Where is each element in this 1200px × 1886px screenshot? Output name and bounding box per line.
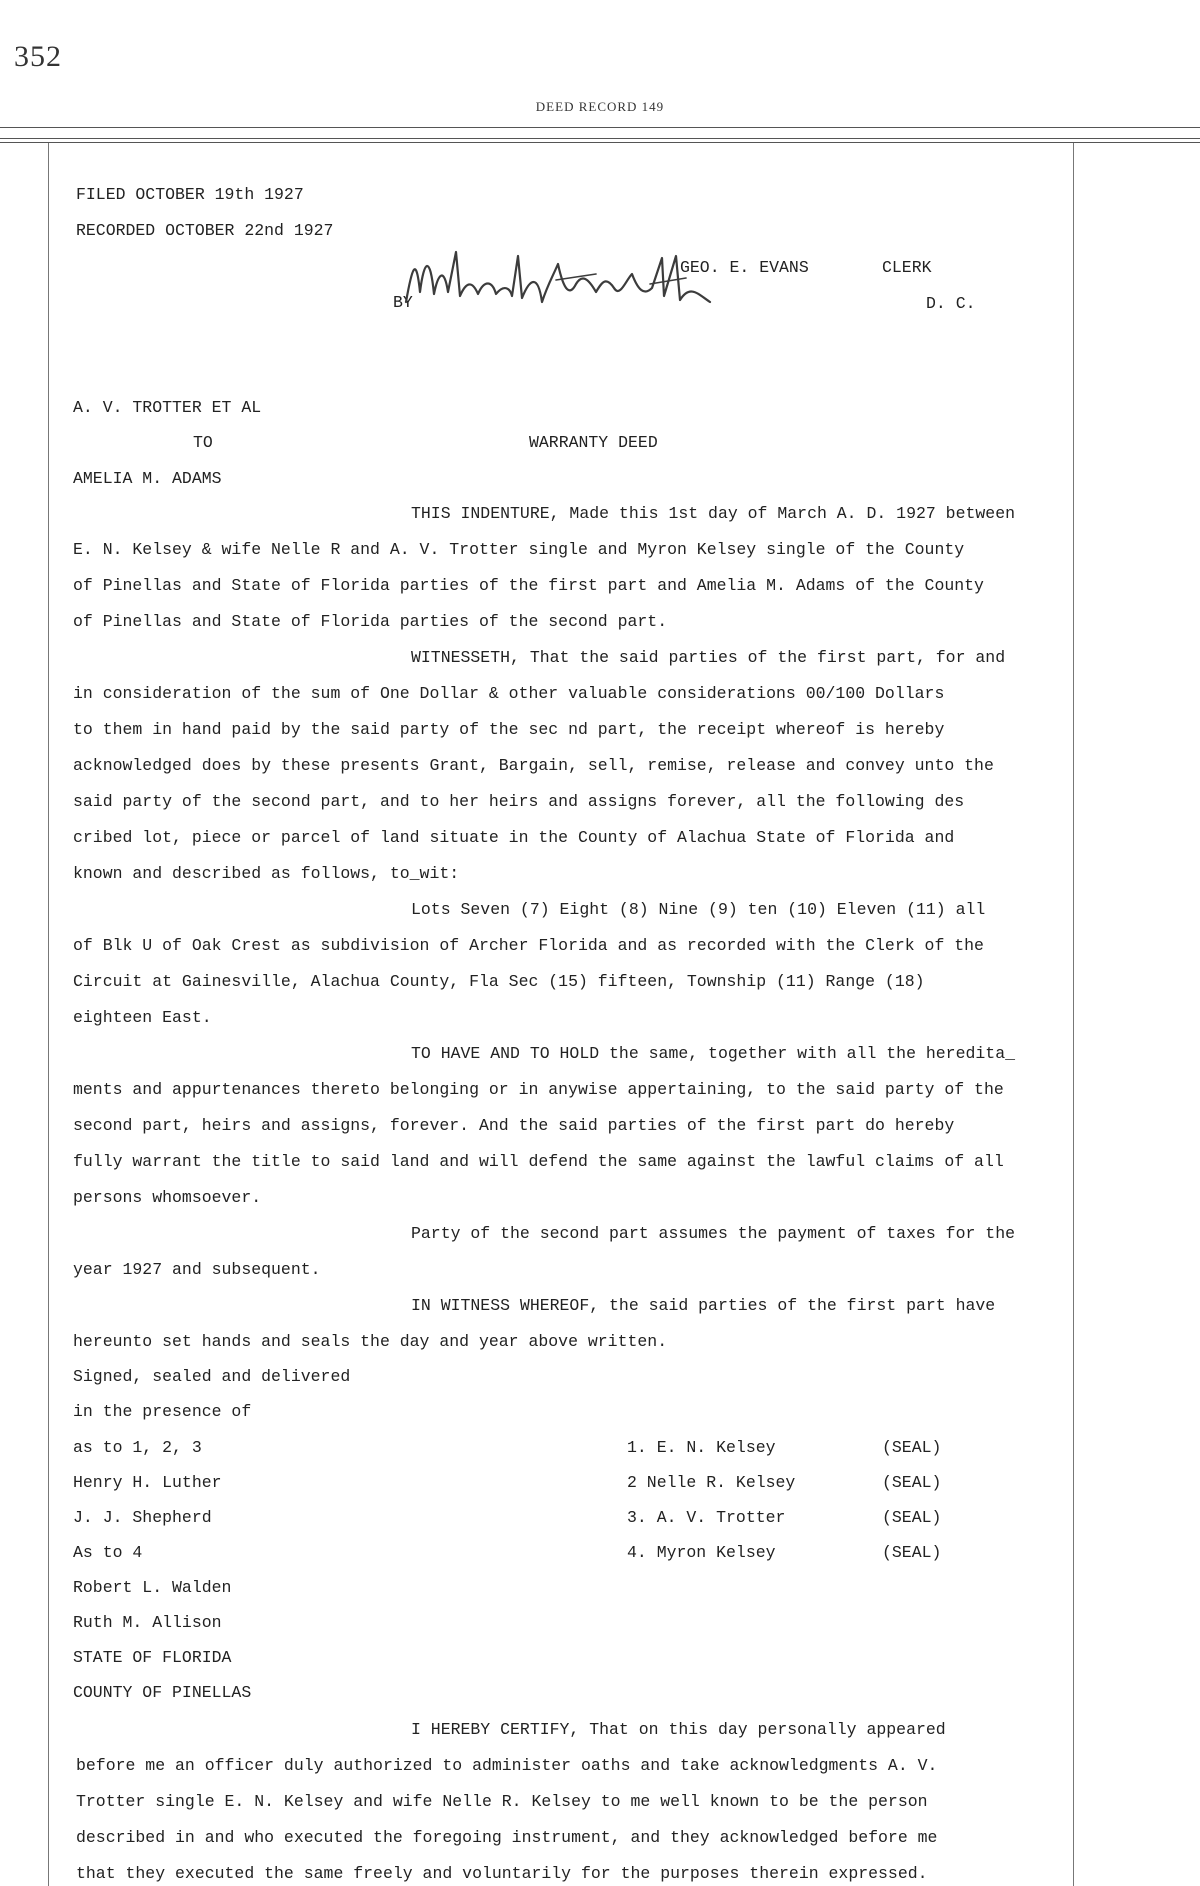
body-line: fully warrant the title to said land and will defend the same against the lawful claims of all (73, 1152, 1004, 1171)
signatory-name: 3. A. V. Trotter (627, 1508, 786, 1527)
witness-name: Robert L. Walden (73, 1578, 232, 1597)
body-line: WITNESSETH, That the said parties of the first part, for and (411, 648, 1006, 667)
seal-mark: (SEAL) (882, 1473, 942, 1492)
deed-type: WARRANTY DEED (529, 433, 658, 452)
body-line: Party of the second part assumes the payment of taxes for the (411, 1224, 1015, 1243)
body-line: known and described as follows, to_wit: (73, 864, 460, 883)
body-line: to them in hand paid by the said party of the sec nd part, the receipt whereof is hereby (73, 720, 945, 739)
grantee-name: AMELIA M. ADAMS (73, 469, 222, 488)
body-line: cribed lot, piece or parcel of land situate in the County of Alachua State of Florida and (73, 828, 955, 847)
venue-state: STATE OF FLORIDA (73, 1648, 232, 1667)
filed-date: FILED OCTOBER 19th 1927 (76, 185, 304, 204)
clerk-title: CLERK (882, 258, 932, 277)
by-label: BY (393, 293, 413, 312)
body-line: E. N. Kelsey & wife Nelle R and A. V. Trotter single and Myron Kelsey single of the County (73, 540, 965, 559)
page-number: 352 (14, 40, 62, 73)
to-label: TO (193, 433, 213, 452)
right-margin-line (1073, 143, 1074, 1886)
witness-group-label: as to 1, 2, 3 (73, 1438, 202, 1457)
header-rule-double-2 (0, 142, 1200, 143)
body-line: acknowledged does by these presents Grant, Bargain, sell, remise, release and convey unto the (73, 756, 994, 775)
seal-mark: (SEAL) (882, 1543, 942, 1562)
signatory-name: 1. E. N. Kelsey (627, 1438, 776, 1457)
witness-heading: in the presence of (73, 1402, 252, 1421)
body-line: IN WITNESS WHEREOF, the said parties of the first part have (411, 1296, 996, 1315)
certification-line: before me an officer duly authorized to administer oaths and take acknowledgments A. V. (76, 1756, 938, 1775)
seal-mark: (SEAL) (882, 1508, 942, 1527)
grantor-name: A. V. TROTTER ET AL (73, 398, 262, 417)
deputy-clerk-label: D. C. (926, 294, 976, 313)
witness-name: J. J. Shepherd (73, 1508, 212, 1527)
header-rule-top (0, 127, 1200, 128)
certification-line: Trotter single E. N. Kelsey and wife Nelle R. Kelsey to me well known to be the person (76, 1792, 928, 1811)
certification-line: that they executed the same freely and voluntarily for the purposes therein expressed. (76, 1864, 928, 1883)
deputy-clerk-signature (400, 244, 760, 320)
body-line: of Blk U of Oak Crest as subdivision of Archer Florida and as recorded with the Clerk of the (73, 936, 984, 955)
header-rule-double-1 (0, 138, 1200, 139)
witness-group-label: As to 4 (73, 1543, 143, 1562)
seal-mark: (SEAL) (882, 1438, 942, 1457)
certification-line: described in and who executed the foregoing instrument, and they acknowledged before me (76, 1828, 938, 1847)
signatory-name: 2 Nelle R. Kelsey (627, 1473, 796, 1492)
body-line: persons whomsoever. (73, 1188, 262, 1207)
left-margin-line (48, 143, 49, 1886)
body-line: second part, heirs and assigns, forever. And the said parties of the first part do hereby (73, 1116, 955, 1135)
body-line: said party of the second part, and to her heirs and assigns forever, all the following des (73, 792, 965, 811)
witness-name: Henry H. Luther (73, 1473, 222, 1492)
body-line: eighteen East. (73, 1008, 212, 1027)
body-line: hereunto set hands and seals the day and year above written. (73, 1332, 668, 1351)
body-line: THIS INDENTURE, Made this 1st day of March A. D. 1927 between (411, 504, 1015, 523)
body-line: Lots Seven (7) Eight (8) Nine (9) ten (10) Eleven (11) all (411, 900, 986, 919)
witness-heading: Signed, sealed and delivered (73, 1367, 351, 1386)
recorded-date: RECORDED OCTOBER 22nd 1927 (76, 221, 334, 240)
clerk-name: GEO. E. EVANS (680, 258, 809, 277)
signatory-name: 4. Myron Kelsey (627, 1543, 776, 1562)
body-line: Circuit at Gainesville, Alachua County, Fla Sec (15) fifteen, Township (11) Range (18) (73, 972, 925, 991)
certification-line: I HEREBY CERTIFY, That on this day personally appeared (411, 1720, 946, 1739)
body-line: of Pinellas and State of Florida parties of the first part and Amelia M. Adams of the County (73, 576, 984, 595)
body-line: ments and appurtenances thereto belonging or in anywise appertaining, to the said party of the (73, 1080, 1004, 1099)
venue-county: COUNTY OF PINELLAS (73, 1683, 252, 1702)
body-line: TO HAVE AND TO HOLD the same, together with all the heredita_ (411, 1044, 1015, 1063)
body-line: of Pinellas and State of Florida parties of the second part. (73, 612, 668, 631)
body-line: year 1927 and subsequent. (73, 1260, 321, 1279)
record-book-header: DEED RECORD 149 (535, 99, 665, 114)
witness-name: Ruth M. Allison (73, 1613, 222, 1632)
body-line: in consideration of the sum of One Dollar & other valuable considerations 00/100 Dollars (73, 684, 945, 703)
